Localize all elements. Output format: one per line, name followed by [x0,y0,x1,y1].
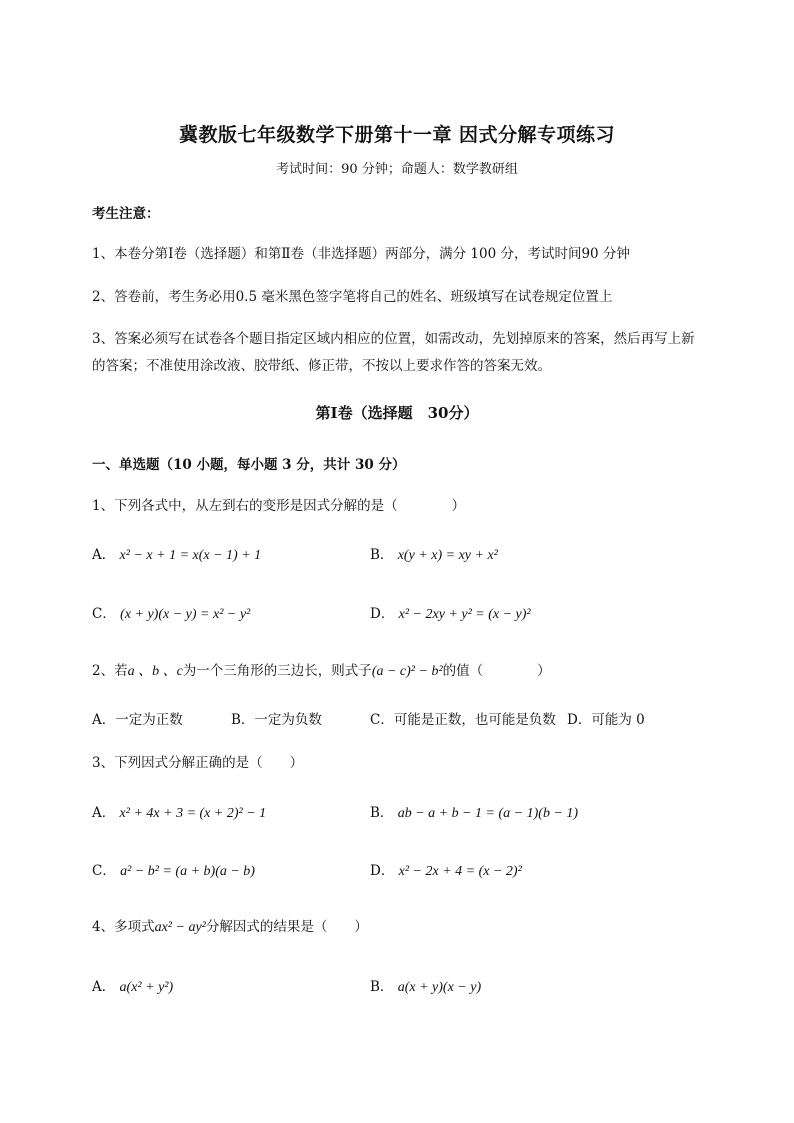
page-title: 冀教版七年级数学下册第十一章 因式分解专项练习 [178,124,616,146]
question-3-option-b[interactable] [370,801,578,822]
option-label: B． [370,805,394,821]
question-4-option-b[interactable] [370,975,481,996]
option-expression: x² − 2x + 4 = (x − 2)² [398,864,522,879]
stem-expression: (a − c)² − b² [371,664,443,679]
option-expression: x² − 2xy + y² = (x − y)² [398,607,531,622]
option-expression: x² − x + 1 = x(x − 1) + 1 [119,548,262,563]
option-label: C． [92,863,116,879]
option-label: D． [370,863,395,879]
stem-variables: a 、b 、c [127,664,183,679]
option-expression: x² + 4x + 3 = (x + 2)² − 1 [119,806,267,821]
option-expression: a² − b² = (a + b)(a − b) [120,864,255,879]
option-label: D． [567,712,592,728]
option-text: 可能为 0 [591,712,645,728]
notice-item-2: 2、答卷前，考生务必用0.5 毫米黑色签字笔将自己的姓名、班级填写在试卷规定位置上 [92,289,613,305]
option-expression: ab − a + b − 1 = (a − 1)(b − 1) [397,806,579,821]
notice-heading: 考生注意： [92,206,160,222]
option-label: C． [370,712,394,728]
stem-expression: ax² − ay² [154,920,206,935]
stem-text: 4、多项式 [92,919,155,935]
question-4-option-a[interactable] [92,975,173,996]
question-2-option-b[interactable] [231,708,322,728]
option-expression: a(x² + y²) [119,980,174,995]
option-expression: (x + y)(x − y) = x² − y² [120,607,251,622]
question-2-option-c[interactable] [370,708,556,728]
stem-text: 为一个三角形的三边长，则式子 [182,663,372,679]
question-2-option-d[interactable] [567,708,645,728]
question-3-stem: 3、下列因式分解正确的是（ ） [92,755,304,771]
question-1-option-a[interactable] [92,543,261,564]
option-text: 一定为正数 [115,712,183,728]
question-1-option-b[interactable] [370,543,498,564]
question-3-option-d[interactable] [370,859,522,880]
question-1-option-c[interactable] [92,602,250,623]
option-label: B． [370,547,394,563]
option-expression: x(y + x) = xy + x² [397,548,498,563]
notice-item-3: 3、答案必须写在试卷各个题目指定区域内相应的位置，如需改动，先划掉原来的答案，然后再写上新 [92,331,695,347]
question-2-option-a[interactable] [92,708,183,728]
question-1-stem: 1、下列各式中，从左到右的变形是因式分解的是（ ） [92,498,466,514]
option-label: B． [231,712,255,728]
option-label: D． [370,606,395,622]
question-3-option-c[interactable] [92,859,255,880]
option-label: A． [92,712,116,728]
question-2-stem [92,659,551,680]
option-label: C． [92,606,116,622]
option-label: A． [92,805,116,821]
question-3-option-a[interactable] [92,801,266,822]
notice-item-1: 1、本卷分第Ⅰ卷（选择题）和第Ⅱ卷（非选择题）两部分，满分 100 分，考试时间90 分钟 [92,246,630,262]
option-label: A． [92,979,116,995]
option-label: A． [92,547,116,563]
stem-text: 2、若 [92,663,128,679]
part-title: 一、单选题（10 小题，每小题 3 分，共计 30 分） [92,457,406,473]
option-text: 一定为负数 [254,712,322,728]
option-text: 可能是正数，也可能是负数 [393,712,556,728]
stem-text: 的值（ ） [442,663,551,679]
question-1-option-d[interactable] [370,602,531,623]
notice-item-3-cont: 的答案；不准使用涂改液、胶带纸、修正带，不按以上要求作答的答案无效。 [92,358,551,374]
question-4-stem [92,915,368,936]
option-expression: a(x + y)(x − y) [397,980,482,995]
page-subtitle: 考试时间：90 分钟；命题人：数学教研组 [276,162,518,177]
stem-text: 分解因式的结果是（ ） [205,919,368,935]
option-label: B． [370,979,394,995]
section-title: 第Ⅰ卷（选择题 30分） [315,404,479,422]
